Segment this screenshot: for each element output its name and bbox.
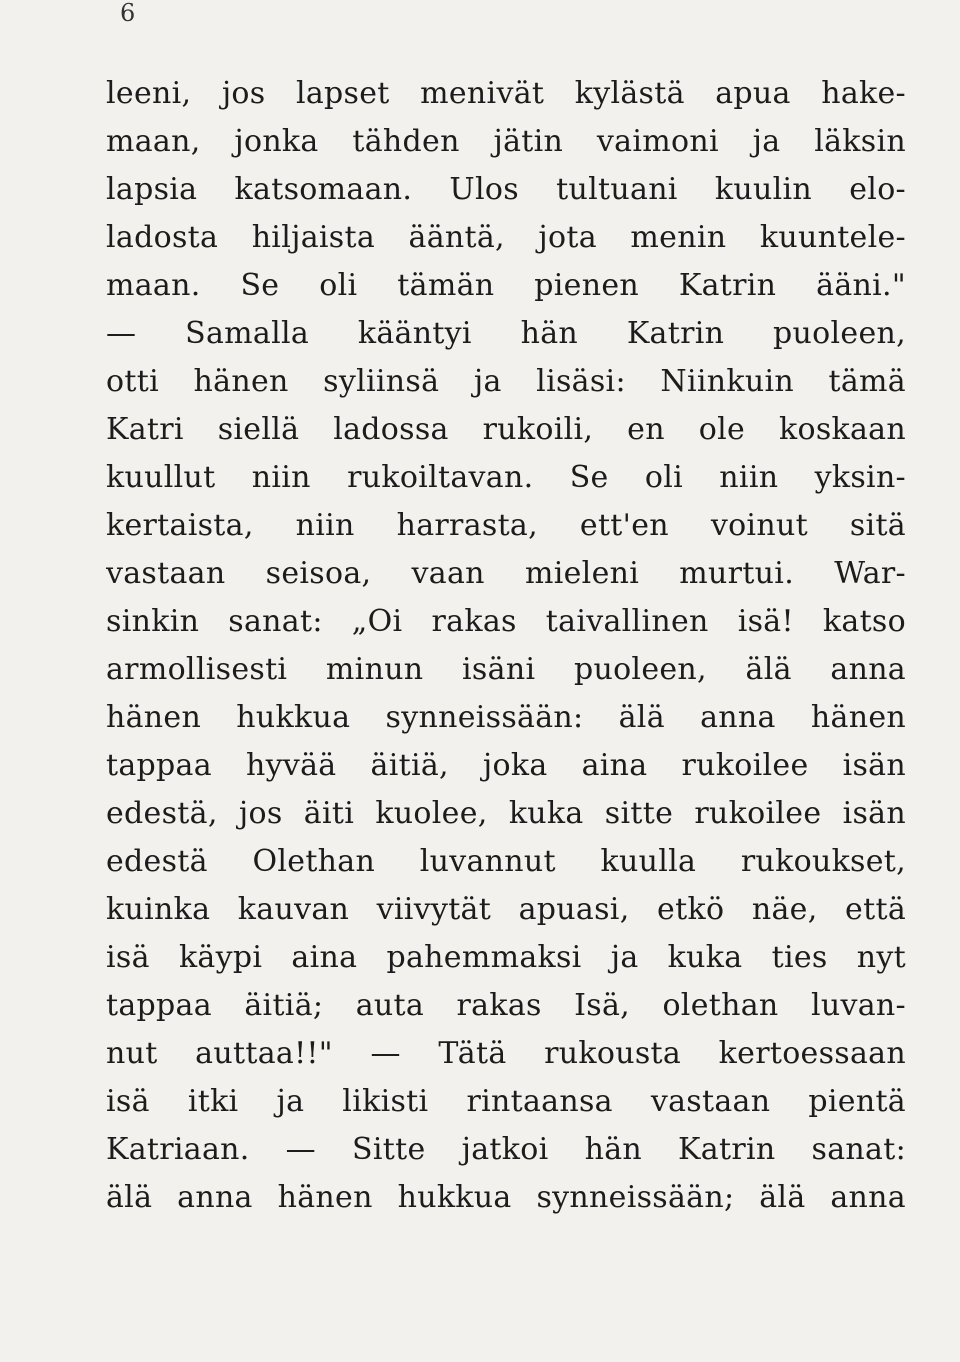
text-line: vastaan seisoa, vaan mieleni murtui. War- xyxy=(106,556,906,591)
text-line: älä anna hänen hukkua synneissään; älä anna xyxy=(106,1180,906,1215)
text-line: Katriaan. — Sitte jatkoi hän Katrin sanat: xyxy=(106,1132,906,1167)
text-line: edestä Olethan luvannut kuulla rukoukset, xyxy=(106,844,906,879)
text-line: isä käypi aina pahemmaksi ja kuka ties nyt xyxy=(106,940,906,975)
text-line: kertaista, niin harrasta, ett'en voinut sitä xyxy=(106,508,906,543)
text-line: isä itki ja likisti rintaansa vastaan pientä xyxy=(106,1084,906,1119)
body-text xyxy=(106,70,906,1222)
text-line: kuinka kauvan viivytät apuasi, etkö näe, että xyxy=(106,892,906,927)
text-line: maan. Se oli tämän pienen Katrin ääni." xyxy=(106,268,906,303)
text-line: tappaa hyvää äitiä, joka aina rukoilee isän xyxy=(106,748,906,783)
text-line: ladosta hiljaista ääntä, jota menin kuuntele- xyxy=(106,220,906,255)
text-line: lapsia katsomaan. Ulos tultuani kuulin elo- xyxy=(106,172,906,207)
text-line: leeni, jos lapset menivät kylästä apua hake- xyxy=(106,76,906,111)
text-line: tappaa äitiä; auta rakas Isä, olethan luvan- xyxy=(106,988,906,1023)
text-line: hänen hukkua synneissään: älä anna hänen xyxy=(106,700,906,735)
text-line: Katri siellä ladossa rukoili, en ole koskaan xyxy=(106,412,906,447)
text-line: otti hänen syliinsä ja lisäsi: Niinkuin tämä xyxy=(106,364,906,399)
text-line: maan, jonka tähden jätin vaimoni ja läksin xyxy=(106,124,906,159)
text-line: sinkin sanat: „Oi rakas taivallinen isä! katso xyxy=(106,604,906,639)
text-line: kuullut niin rukoiltavan. Se oli niin yksin- xyxy=(106,460,906,495)
text-line: armollisesti minun isäni puoleen, älä anna xyxy=(106,652,906,687)
text-line: edestä, jos äiti kuolee, kuka sitte rukoilee isän xyxy=(106,796,906,831)
text-line: — Samalla kääntyi hän Katrin puoleen, xyxy=(106,316,906,351)
page-number: 6 xyxy=(120,0,136,27)
text-line: nut auttaa!!" — Tätä rukousta kertoessaan xyxy=(106,1036,906,1071)
